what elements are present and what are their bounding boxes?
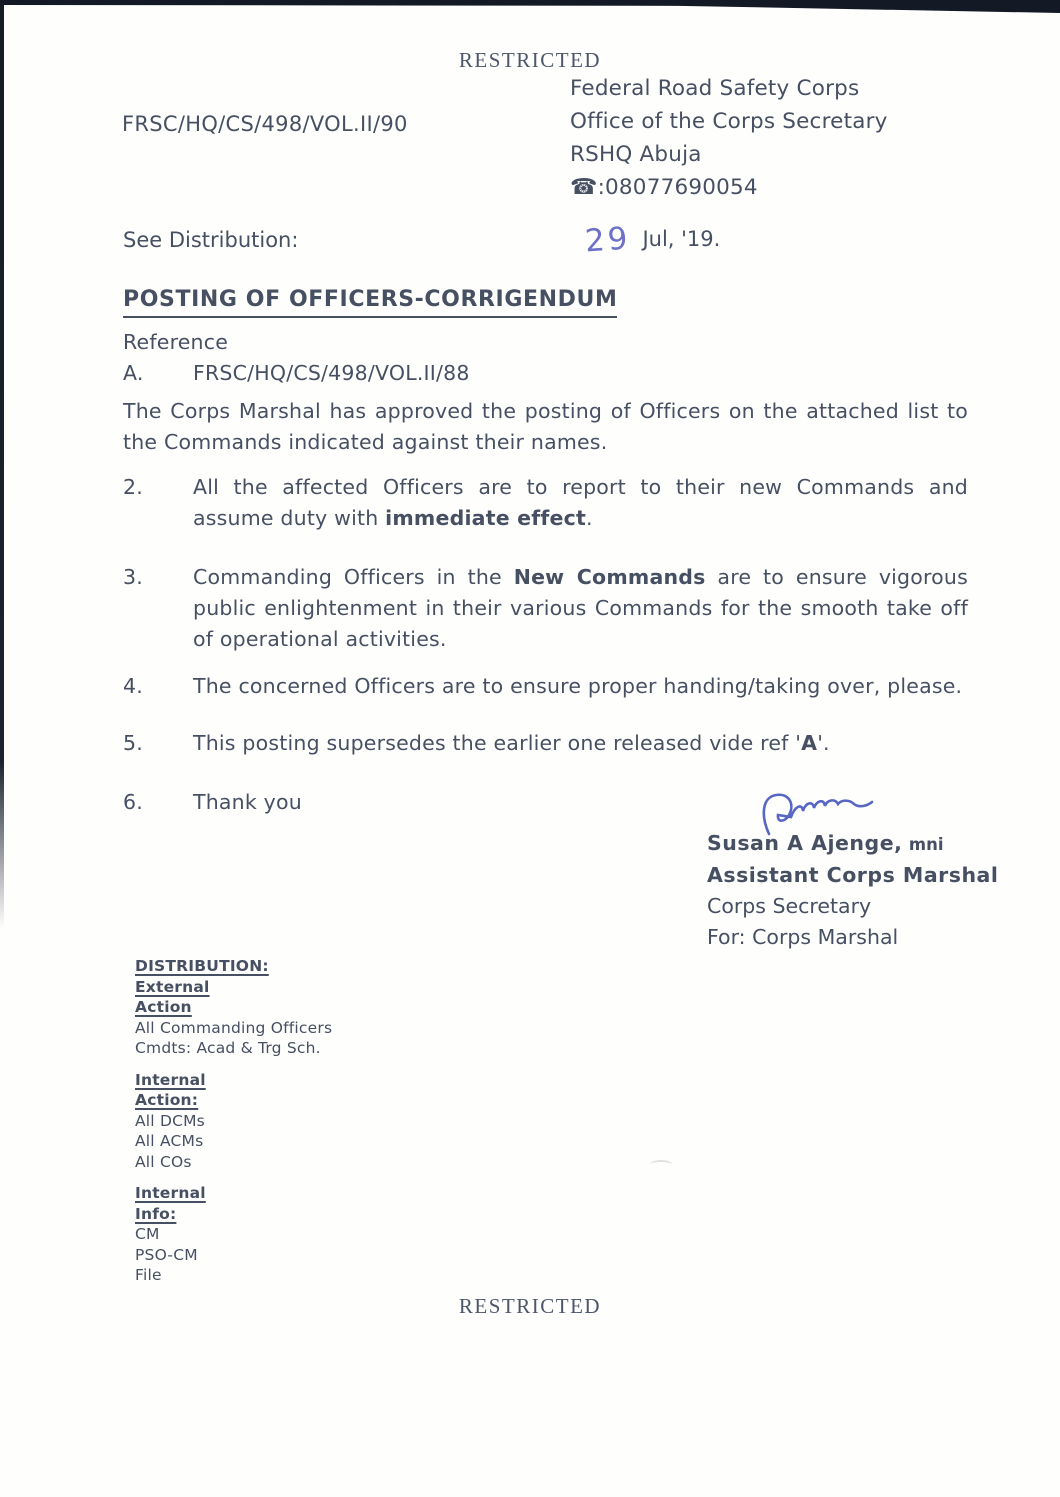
phone-icon: ☎ bbox=[570, 175, 598, 200]
scan-border-left bbox=[0, 0, 4, 928]
signature-scribble bbox=[759, 790, 879, 838]
classification-bottom: RESTRICTED bbox=[458, 1294, 602, 1318]
item-number: 2. bbox=[123, 475, 143, 499]
distribution-item: File bbox=[135, 1266, 162, 1284]
classification-top: RESTRICTED bbox=[458, 48, 602, 72]
signature-block bbox=[707, 828, 998, 953]
letter-body bbox=[123, 284, 968, 818]
signatory-honour: mni bbox=[908, 835, 944, 854]
date-printed: Jul, '19. bbox=[642, 227, 721, 251]
item-number: 5. bbox=[123, 731, 143, 755]
handwritten-day: 29 bbox=[583, 220, 632, 260]
reference-item-text: FRSC/HQ/CS/498/VOL.II/88 bbox=[193, 361, 470, 385]
body-item bbox=[123, 671, 968, 702]
distribution-section-internal-info bbox=[135, 1183, 332, 1286]
reference-item bbox=[123, 358, 968, 389]
item-number: 3. bbox=[123, 565, 143, 589]
distribution-item: All Commanding Officers bbox=[135, 1018, 333, 1037]
distribution-item: PSO-CM bbox=[135, 1245, 198, 1264]
body-item bbox=[123, 728, 968, 759]
item-text: Thank you bbox=[193, 790, 302, 814]
item-text: This posting supersedes the earlier one released vide ref 'A'. bbox=[193, 731, 830, 755]
letterhead-block bbox=[570, 72, 888, 204]
distribution-item: All DCMs bbox=[135, 1111, 205, 1130]
org-location: RSHQ Abuja bbox=[570, 142, 702, 167]
item-text: Commanding Officers in the New Commands are to ensure vigorous public enlightenment in their various Commands for the smooth take off of operational activities. bbox=[193, 565, 968, 651]
phone-number: :08077690054 bbox=[597, 175, 758, 200]
body-item bbox=[123, 562, 968, 655]
reference-label: Reference bbox=[123, 330, 229, 354]
scan-artifact bbox=[650, 1160, 672, 1169]
distribution-item: All COs bbox=[135, 1152, 192, 1171]
body-item bbox=[123, 472, 968, 534]
distribution-item: Cmdts: Acad & Trg Sch. bbox=[135, 1039, 321, 1057]
section-subheading: Action bbox=[135, 998, 192, 1016]
see-distribution-label: See Distribution: bbox=[123, 228, 299, 252]
distribution-heading: DISTRIBUTION: bbox=[135, 957, 269, 975]
distribution-list bbox=[135, 956, 332, 1286]
section-heading: Internal bbox=[135, 1070, 206, 1089]
signatory-for-line: For: Corps Marshal bbox=[707, 925, 899, 949]
signatory-rank: Assistant Corps Marshal bbox=[707, 863, 999, 887]
section-subheading: Action: bbox=[135, 1091, 199, 1109]
item-text: All the affected Officers are to report to their new Commands and assume duty with immediate effect. bbox=[193, 475, 968, 530]
date-line bbox=[585, 222, 720, 258]
item-text: The concerned Officers are to ensure proper handing/taking over, please. bbox=[193, 674, 963, 698]
distribution-section-internal-action bbox=[135, 1070, 332, 1173]
signatory-name: Susan A Ajenge, bbox=[707, 831, 903, 855]
scan-border-top bbox=[0, 0, 1060, 13]
distribution-item: CM bbox=[135, 1225, 160, 1243]
reference-item-letter: A. bbox=[123, 361, 144, 385]
intro-paragraph: The Corps Marshal has approved the posting of Officers on the attached list to the Commands indicated against their names. bbox=[123, 399, 968, 454]
org-office: Office of the Corps Secretary bbox=[570, 109, 888, 134]
item-number: 4. bbox=[123, 674, 143, 698]
distribution-section-external bbox=[135, 977, 332, 1059]
signatory-title: Corps Secretary bbox=[707, 894, 872, 918]
section-subheading: Info: bbox=[135, 1204, 177, 1223]
file-reference-number: FRSC/HQ/CS/498/VOL.II/90 bbox=[122, 112, 408, 136]
org-name: Federal Road Safety Corps bbox=[570, 76, 860, 101]
section-heading: Internal bbox=[135, 1184, 206, 1202]
section-heading: External bbox=[135, 977, 210, 996]
letter-title: POSTING OF OFFICERS-CORRIGENDUM bbox=[123, 284, 617, 318]
distribution-item: All ACMs bbox=[135, 1132, 204, 1150]
phone-line bbox=[570, 171, 888, 204]
item-number: 6. bbox=[123, 790, 143, 814]
